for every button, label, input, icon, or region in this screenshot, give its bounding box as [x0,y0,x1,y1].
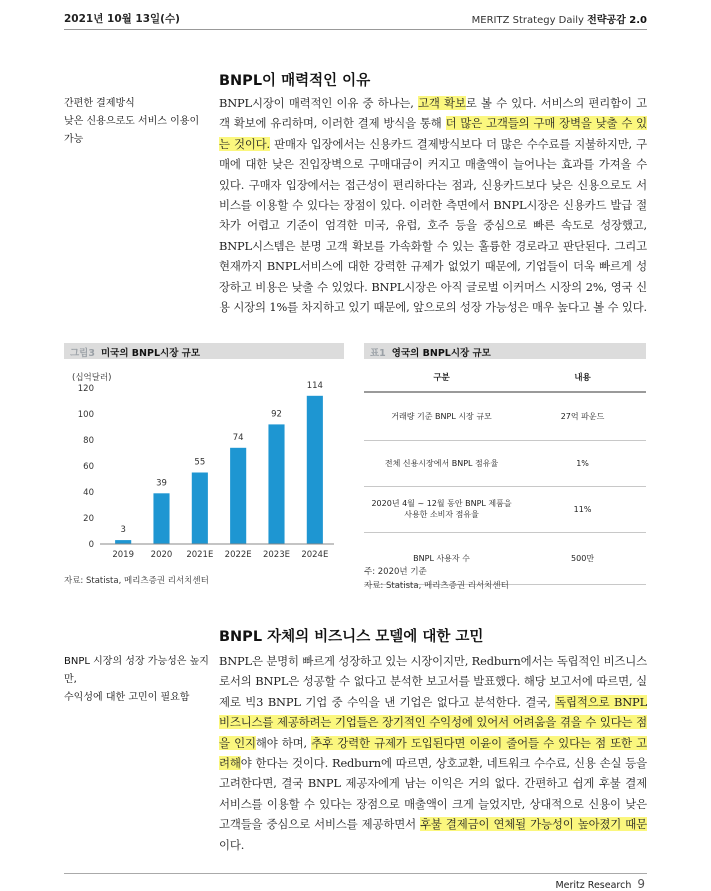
chart-unit-label: (십억달러) [72,373,112,383]
highlighted-text: 독립적으로 BNPL 비즈니스를 제공하려는 기업들은 장기적인 수익성에 있어서 어려움을 겪을 수 있다는 점을 인지 [219,694,647,750]
x-tick-label: 2019 [112,550,134,560]
bar-value-label: 55 [194,457,206,468]
sidebar-note-line: 수익성에 대한 고민이 필요함 [64,692,190,703]
table1-label: 표1 [370,348,386,359]
body-text: 판매자 입장에서는 신용카드 결제방식보다 더 많은 수수료를 지불하지만, 구매에 대한 낮은 진입장벽으로 구매대금이 커지고 매출액이 늘어나는 효과를 가져올 수 있다. 구매자 입장에서는 접근성이 편리하다는 점과, 신용카드보다 낮은 신용으로도 서비스를 이용할 수 있다는 장점이 있다. 이러한 측면에서 BNPL시장은 신용카드 발급 절차가 어렵고 기준이 엄격한 미국, 유럽, 호주 등을 중심으로 빠른 속도로 성장했고, BNPL시스템은 분명 고객 확보를 가속화할 수 있는 훌륭한 경로라고 판단된다. 그리고 현재까지 BNPL서비스에 대한 강력한 규제가 없었기 때문에, 기업들이 더욱 빠르게 성장하고 비용은 낮출 수 있었다. BNPL시장은 아직 글로벌 이커머스 시장의 2%, 영국 신용 시장의 1%를 차지하고 있기 때문에, 앞으로의 성장 가능성은 매우 높다고 볼 수 있다. [219,136,648,315]
y-tick-label: 40 [83,488,94,498]
table-row [364,486,646,532]
section2-sidebar-note [64,653,216,707]
y-tick-label: 120 [77,384,94,394]
table-cell: 거래량 기준 BNPL 시장 규모 [364,392,519,440]
body-text: 야 한다는 것이다. Redburn에 따르면, 상호교환, 네트워크 수수료, 신용 손실 등을 고려한다면, 결국 BNPL 제공자에게 남는 이익은 거의 없다. 간편하고 쉽게 후불 결제 서비스를 이용할 수 있다는 장점으로 매출액이 크게 늘었지만, 상대적으로 신용이 낮은 고객들을 중심으로 서비스를 제공하면서 [219,756,647,832]
table-header-category: 구분 [364,363,519,392]
x-tick-label: 2022E [224,550,252,560]
table-header-content: 내용 [519,363,646,392]
bar-value-label: 3 [120,525,126,536]
report-date: 2021년 10월 13일(수) [64,13,180,25]
x-tick-label: 2024E [301,550,329,560]
bar [153,493,169,544]
footer-brand: Meritz Research [555,880,632,891]
section2-title: BNPL 자체의 비즈니스 모델에 대한 고민 [219,629,484,645]
chart-x-axis [100,544,334,560]
sidebar-note-line: 간편한 결제방식 [64,98,135,109]
y-tick-label: 60 [83,462,94,472]
footer-divider [64,873,647,874]
y-tick-label: 100 [77,410,94,420]
chart-bars [115,381,323,544]
figure3-title-text: 미국의 BNPL시장 규모 [100,348,201,359]
page-number: 9 [637,877,645,891]
table-cell: 27억 파운드 [519,392,646,440]
chart-y-axis [78,384,94,550]
section1-title: BNPL이 매력적인 이유 [219,73,371,89]
x-tick-label: 2021E [186,550,214,560]
table1-title-text: 영국의 BNPL시장 규모 [391,348,491,359]
table-cell: 2020년 4월 ~ 12월 동안 BNPL 제품을 사용한 소비자 점유율 [364,486,519,532]
y-tick-label: 20 [83,514,94,524]
section2-body [219,651,647,855]
highlighted-text: 고객 확보 [418,96,466,110]
figure3-title [70,345,200,359]
body-text: BNPL시장이 매력적인 이유 중 하나는, [219,96,419,110]
footer [555,877,645,891]
publication-name: MERITZ Strategy Daily [471,15,584,26]
figure3-label: 그림3 [70,348,95,359]
highlighted-text: 후불 결제금이 연체될 가능성이 높아졌기 때문 [420,817,647,832]
table-cell: BNPL 사용자 수 [364,532,519,584]
publication-section: 전략공감 2.0 [587,15,647,26]
x-tick-label: 2023E [262,550,291,560]
table-cell: 전체 신용시장에서 BNPL 점유율 [364,440,519,486]
bnpl-us-bar-chart [64,364,344,564]
table-cell: 1% [519,440,646,486]
body-text: 이다. [219,837,245,852]
uk-bnpl-table [364,363,646,585]
table1-note: 주: 2020년 기준 [364,567,427,577]
highlighted-text: 더 많은 고객들의 구매 장벽을 낮출 수 있는 것이다. [219,116,647,151]
bar [192,473,208,545]
table1-source: 자료: Statista, 메리츠증권 리서치센터 [364,581,509,591]
section1-sidebar-note [64,95,214,149]
body-text: BNPL은 분명히 빠르게 성장하고 있는 시장이지만, Redburn에서는 독립적인 비즈니스로서의 BNPL은 성공할 수 없다고 분석한 보고서를 발표했다. 해당 보고서에 따르면, 실제로 빅3 BNPL 기업 중 수익을 낸 기업은 없다고 분석한다. 결국, [219,654,647,709]
y-tick-label: 0 [88,540,94,550]
sidebar-note-line: 가능 [64,134,84,145]
publication-header [472,11,647,26]
table1-container [364,363,646,585]
table1-title [370,345,491,359]
bar-value-label: 74 [232,432,244,443]
bar-value-label: 92 [271,409,282,420]
bar-value-label: 39 [156,478,167,489]
sidebar-note-line: 낮은 신용으로도 서비스 이용이 [64,116,200,127]
y-tick-label: 80 [83,436,94,446]
body-text: 로 볼 수 있다. 서비스의 편리함이 고객 확보에 유리하며, 이러한 결제 방식을 통해 [219,96,647,131]
bar [268,424,284,544]
body-text: 해야 하며, [255,735,312,750]
figure3-source: 자료: Statista, 메리츠증권 리서치센터 [64,576,209,586]
table-cell: 11% [519,486,646,532]
table-header-row [364,363,646,392]
section1-body [219,93,647,317]
sidebar-note-line: BNPL 시장의 성장 가능성은 높지만, [64,656,209,685]
x-tick-label: 2020 [150,550,173,560]
bar [115,540,131,544]
table-row [364,440,646,486]
header-divider [64,29,647,30]
bar [307,396,323,544]
bar-value-label: 114 [306,380,323,391]
table-row [364,392,646,440]
table-cell: 500만 [519,532,646,584]
highlighted-text: 추후 강력한 규제가 도입된다면 이윤이 줄어들 수 있다는 점 또한 고려해 [219,735,648,771]
bar [230,448,246,544]
